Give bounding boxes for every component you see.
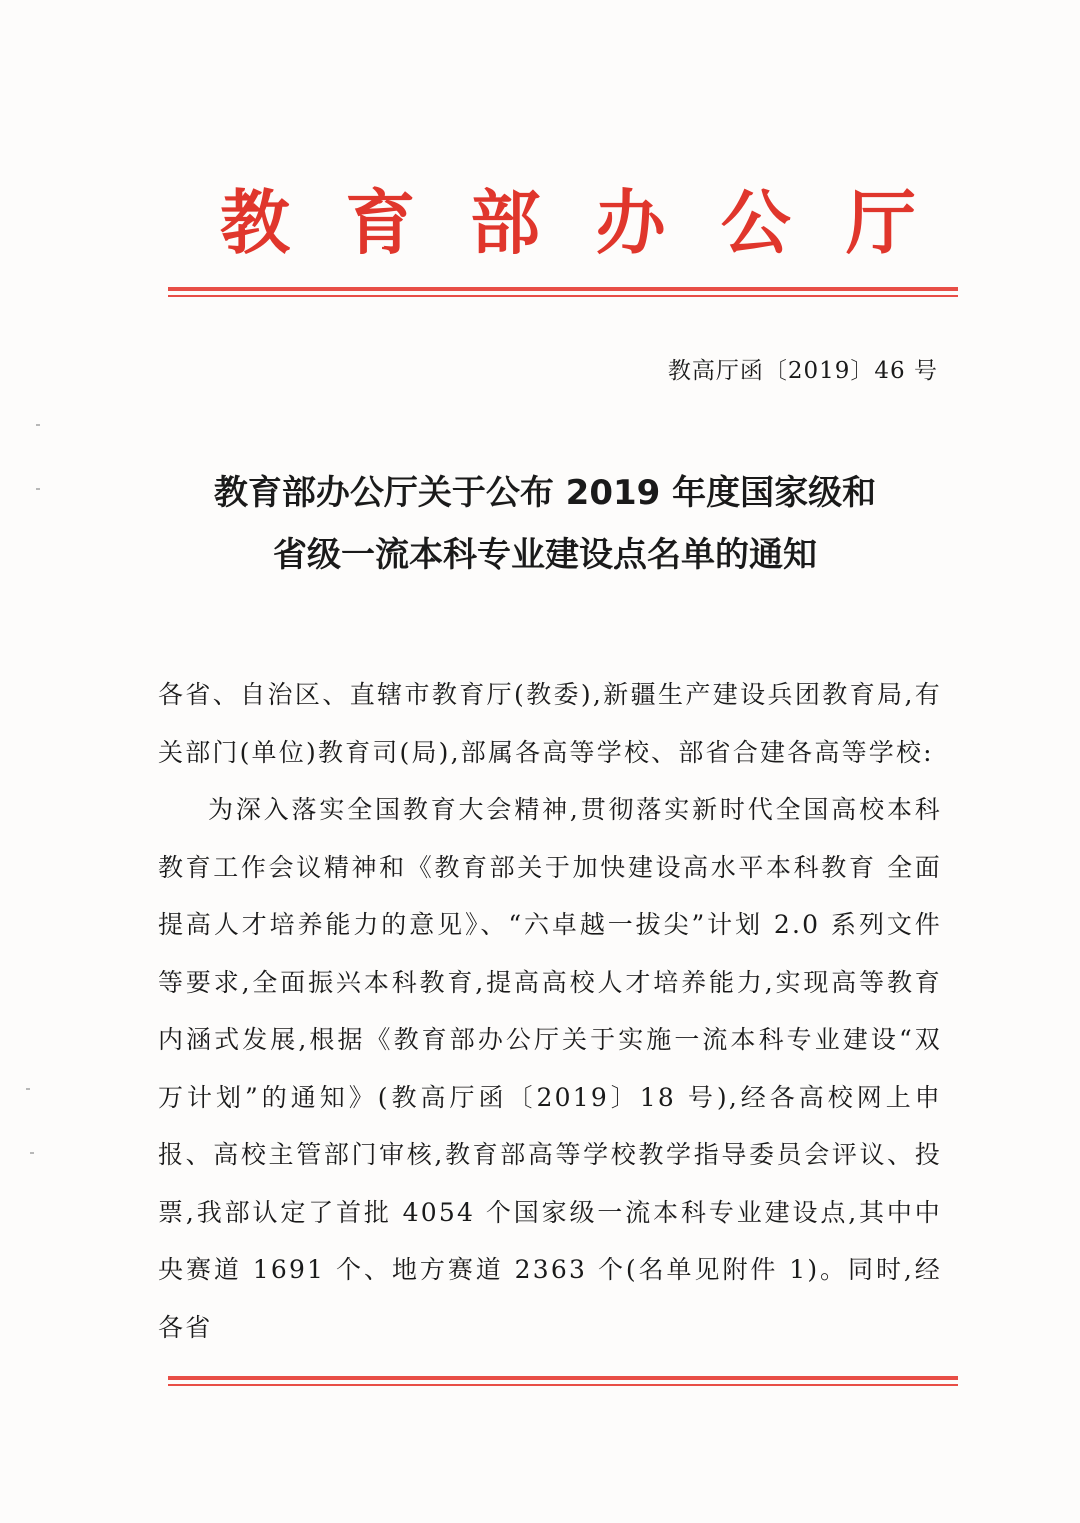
footer-divider bbox=[168, 1376, 958, 1386]
title-line-1: 教育部办公厅关于公布 2019 年度国家级和 bbox=[213, 473, 877, 513]
letterhead-char: 厅 bbox=[845, 182, 916, 264]
document-body bbox=[158, 666, 942, 1356]
body-paragraph: 为深入落实全国教育大会精神,贯彻落实新时代全国高校本科教育工作会议精神和《教育部关于加快建设高水平本科教育 全面提高人才培养能力的意见》、“六卓越一拔尖”计划 2.0 系列文件等要求,全面振兴本科教育,提高高校人才培养能力,实现高等教育内涵式发展,根据《教育部办公厅关于实施一流本科专业建设“双万计划”的通知》(教高厅函〔2019〕18 号),经各高校网上申报、高校主管部门审核,教育部高等学校教学指导委员会评议、投票,我部认定了首批 4054 个国家级一流本科专业建设点,其中中央赛道 1691 个、地方赛道 2363 个(名单见附件 1)。同时,经各省 bbox=[158, 795, 942, 1342]
title-line-2: 省级一流本科专业建设点名单的通知 bbox=[273, 535, 817, 575]
letterhead-divider bbox=[168, 287, 958, 297]
letterhead-char: 部 bbox=[470, 182, 541, 264]
scan-speck bbox=[36, 424, 40, 426]
addressee-paragraph: 各省、自治区、直辖市教育厅(教委),新疆生产建设兵团教育局,有关部门(单位)教育司(局),部属各高等学校、部省合建各高等学校: bbox=[158, 680, 942, 767]
letterhead bbox=[160, 178, 960, 268]
scan-speck bbox=[36, 488, 40, 490]
letterhead-char: 育 bbox=[345, 182, 416, 264]
scan-speck bbox=[26, 1088, 30, 1090]
letterhead-char: 办 bbox=[595, 182, 666, 264]
document-title bbox=[100, 462, 990, 586]
letterhead-char: 教 bbox=[220, 182, 290, 264]
letterhead-char: 公 bbox=[720, 182, 791, 264]
scan-speck bbox=[30, 1152, 34, 1154]
document-number: 教高厅函〔2019〕46 号 bbox=[667, 358, 938, 384]
